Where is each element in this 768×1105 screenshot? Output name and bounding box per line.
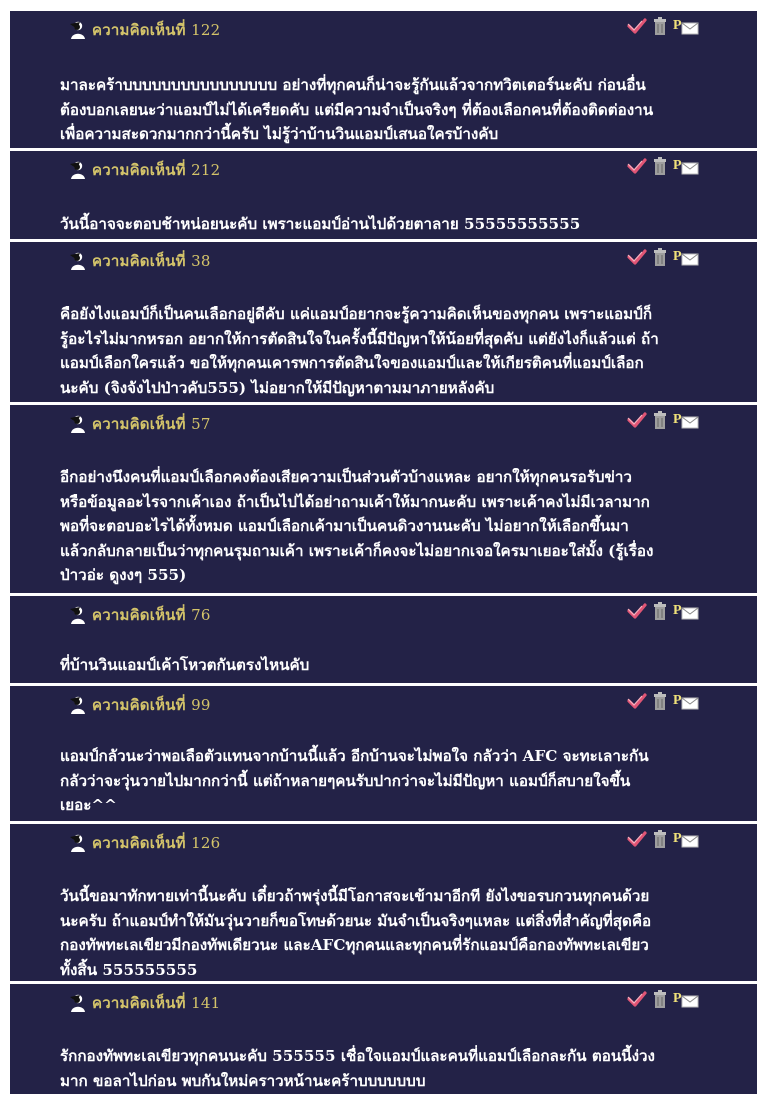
comment-header — [68, 694, 211, 716]
comment-number: 141 — [191, 994, 221, 1012]
comment-panel — [10, 824, 757, 981]
svg-text:P: P — [673, 831, 682, 846]
comment-line: ต้องบอกเลยนะว่าแอมป์ไม่ได้เครียดคับ แต่มีความจำเป็นจริงๆ ที่ต้องเลือกคนที่ต้องติดต่องาน — [60, 100, 654, 119]
private-message-icon[interactable] — [673, 157, 699, 179]
comment-title — [92, 158, 220, 182]
comment-line: แล้วกลับกลายเป็นว่าทุกคนรุมถามเค้า เพราะเค้าก็คงจะไม่อยากเจอใครมาเยอะใส่มั้ง (รู้เรื่อง — [60, 541, 654, 560]
comment-number: 122 — [191, 21, 221, 39]
svg-text:P: P — [673, 249, 682, 264]
comment-label: ความคิดเห็นที่ — [92, 834, 186, 852]
check-icon[interactable] — [627, 831, 647, 851]
comment-line: วันนี้อาจจะตอบช้าหน่อยนะคับ เพราะแอมป์อ่านไปด้วยตาลาย 55555555555 — [60, 215, 581, 233]
comment-line: นะคับ (จิงจังไปป่าวคับ555) ไม่อยากให้มีปัญหาตามมาภายหลังคับ — [60, 378, 495, 397]
comment-title — [92, 991, 220, 1015]
comment-title — [92, 18, 220, 42]
svg-text:P: P — [673, 158, 682, 173]
svg-text:P: P — [673, 603, 682, 618]
comment-line: มาก ขอลาไปก่อน พบกันใหม่คราวหน้านะคร้าบบบบบบบ — [60, 1071, 426, 1090]
comment-header — [68, 832, 220, 854]
comment-header — [68, 992, 220, 1014]
comment-panel — [10, 686, 757, 821]
comment-line: แอมป์เลือกใครแล้ว ขอให้ทุกคนเคารพการตัดสินใจของแอมป์และให้เกียรติคนที่แอมป์เลือก — [60, 354, 644, 372]
comment-line: รักกองทัพทะเลเขียวทุกคนนะคับ 555555 เชื่อใจแอมป์และคนที่แอมป์เลือกละกัน ตอนนี้ง่วง — [60, 1047, 655, 1065]
comment-actions — [627, 830, 699, 852]
comment-line: กองทัพทะเลเขียวมีกองทัพเดียวนะ และAFCทุกคนและทุกคนที่รักแอมป์คือกองทัพทะเลเขียว — [60, 936, 649, 954]
trash-icon[interactable] — [653, 990, 667, 1012]
comment-title — [92, 412, 211, 436]
check-icon[interactable] — [627, 249, 647, 269]
comment-number: 57 — [191, 415, 211, 433]
person-silhouette-icon — [68, 993, 86, 1013]
trash-icon[interactable] — [653, 411, 667, 433]
comment-line: หรือข้อมูลอะไรจากเค้าเอง ถ้าเป็นไปได้อย่าถามเค้าให้มากนะคับ เพราะเค้าคงไม่มีเวลามาก — [60, 492, 650, 511]
trash-icon[interactable] — [653, 157, 667, 179]
check-icon[interactable] — [627, 991, 647, 1011]
check-icon[interactable] — [627, 603, 647, 623]
check-icon[interactable] — [627, 693, 647, 713]
check-icon[interactable] — [627, 158, 647, 178]
comment-line: ทั้งสิ้น 555555555 — [60, 960, 198, 979]
private-message-icon[interactable] — [673, 692, 699, 714]
trash-icon[interactable] — [653, 602, 667, 624]
comment-body — [60, 302, 711, 400]
comment-line: นะครับ ถ้าแอมป์ทำให้มันวุ่นวายก็ขอโทษด้วยนะ มันจำเป็นจริงๆแหละ แต่สิ่งที่สำคัญที่สุดคือ — [60, 911, 652, 930]
comment-line: คือยังไงแอมป์ก็เป็นคนเลือกอยู่ดีคับ แค่แอมป์อยากจะรู้ความคิดเห็นของทุกคน เพราะแอมป์ก็ — [60, 305, 653, 323]
person-silhouette-icon — [68, 833, 86, 853]
comment-actions — [627, 692, 699, 714]
comment-label: ความคิดเห็นที่ — [92, 606, 186, 624]
comment-body — [60, 744, 711, 818]
trash-icon[interactable] — [653, 248, 667, 270]
svg-text:P: P — [673, 412, 682, 427]
comment-panel — [10, 11, 757, 148]
private-message-icon[interactable] — [673, 602, 699, 624]
private-message-icon[interactable] — [673, 990, 699, 1012]
comment-number: 126 — [191, 834, 221, 852]
comment-line: วันนี้ขอมาทักทายเท่านี้นะคับ เดี๋ยวถ้าพรุ่งนี้มีโอกาสจะเข้ามาอีกที ยังไงขอรบกวนทุกคนด้วย — [60, 887, 650, 905]
comment-body — [60, 465, 711, 588]
trash-icon[interactable] — [653, 692, 667, 714]
comment-actions — [627, 411, 699, 433]
comment-body — [60, 884, 711, 982]
comment-header — [68, 604, 211, 626]
comment-title — [92, 831, 220, 855]
comment-number: 212 — [191, 161, 221, 179]
comment-line: ที่บ้านวินแอมป์เค้าโหวตกันตรงไหนคับ — [60, 656, 310, 674]
person-silhouette-icon — [68, 605, 86, 625]
comment-label: ความคิดเห็นที่ — [92, 994, 186, 1012]
svg-text:P: P — [673, 693, 682, 708]
person-silhouette-icon — [68, 695, 86, 715]
private-message-icon[interactable] — [673, 411, 699, 433]
comment-label: ความคิดเห็นที่ — [92, 21, 186, 39]
trash-icon[interactable] — [653, 830, 667, 852]
trash-icon[interactable] — [653, 17, 667, 39]
comment-number: 76 — [191, 606, 211, 624]
comment-title — [92, 693, 211, 717]
comment-header — [68, 159, 220, 181]
comment-header — [68, 19, 220, 41]
comment-actions — [627, 248, 699, 270]
comment-header — [68, 413, 211, 435]
comment-label: ความคิดเห็นที่ — [92, 415, 186, 433]
svg-text:P: P — [673, 18, 682, 33]
svg-text:P: P — [673, 991, 682, 1006]
comment-panel — [10, 242, 757, 402]
comment-body — [60, 73, 711, 147]
comment-label: ความคิดเห็นที่ — [92, 161, 186, 179]
person-silhouette-icon — [68, 20, 86, 40]
comment-actions — [627, 990, 699, 1012]
person-silhouette-icon — [68, 251, 86, 271]
comment-line: อีกอย่างนึงคนที่แอมป์เลือกคงต้องเสียความเป็นส่วนตัวบ้างแหละ อยากให้ทุกคนรอรับข่าว — [60, 468, 632, 486]
comment-line: กลัวว่าจะวุ่นวายไปมากกว่านี้ แต่ถ้าหลายๆคนรับปากว่าจะไม่มีปัญหา แอมป์ก็สบายใจขึ้น — [60, 771, 631, 790]
comment-title — [92, 603, 211, 627]
comment-line: รู้อะไรไม่มากหรอก อยากให้การตัดสินใจในครั้งนี้มีปัญหาให้น้อยที่สุดคับ แต่ยังไงก็แล้วแต่ ถ้า — [60, 329, 659, 348]
private-message-icon[interactable] — [673, 830, 699, 852]
comment-line: มาละคร้าบบบบบบบบบบบบบบบบ อย่างที่ทุกคนก็น่าจะรู้กันแล้วจากทวิตเตอร์นะคับ ก่อนอื่น — [60, 76, 646, 94]
comment-number: 99 — [191, 696, 211, 714]
comment-panel — [10, 984, 757, 1094]
comment-actions — [627, 602, 699, 624]
comment-header — [68, 250, 211, 272]
comment-body — [60, 212, 711, 237]
comment-body — [60, 1044, 711, 1093]
comment-number: 38 — [191, 252, 211, 270]
comment-line: เยอะ^^ — [60, 796, 117, 814]
comment-title — [92, 249, 211, 273]
comment-panel — [10, 151, 757, 239]
comment-panel — [10, 596, 757, 683]
comment-line: ป่าวอ่ะ ดูงงๆ 555) — [60, 566, 187, 584]
check-icon[interactable] — [627, 412, 647, 432]
person-silhouette-icon — [68, 160, 86, 180]
comment-actions — [627, 157, 699, 179]
comment-line: พอที่จะตอบอะไรได้ทั้งหมด แอมป์เลือกเค้ามาเป็นคนดิวงานนะคับ ไม่อยากให้เลือกขึ้นมา — [60, 517, 629, 535]
comment-line: เพื่อความสะดวกมากกว่านี้ครับ ไม่รู้ว่าบ้านวินแอมป์เสนอใครบ้างคับ — [60, 125, 499, 143]
check-icon[interactable] — [627, 18, 647, 38]
comment-label: ความคิดเห็นที่ — [92, 252, 186, 270]
private-message-icon[interactable] — [673, 248, 699, 270]
private-message-icon[interactable] — [673, 17, 699, 39]
comment-actions — [627, 17, 699, 39]
comment-label: ความคิดเห็นที่ — [92, 696, 186, 714]
comment-body — [60, 653, 711, 678]
comment-panel — [10, 405, 757, 593]
comment-line: แอมป์กลัวนะว่าพอเลือตัวแทนจากบ้านนี้แล้ว อีกบ้านจะไม่พอใจ กลัวว่า AFC จะทะเลาะกัน — [60, 747, 649, 765]
person-silhouette-icon — [68, 414, 86, 434]
